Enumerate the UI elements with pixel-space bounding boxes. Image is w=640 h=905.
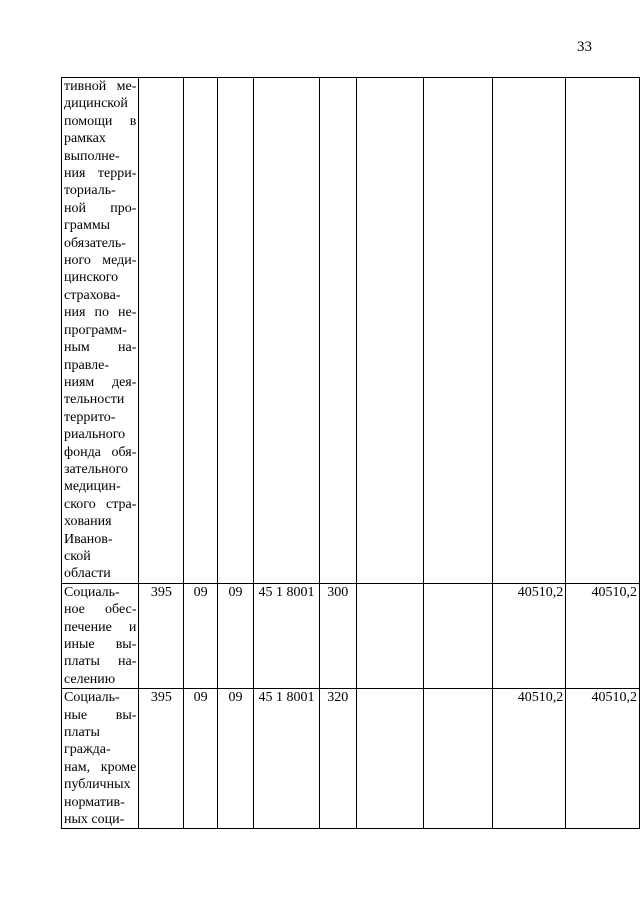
cell-code (139, 78, 184, 584)
cell-name (62, 689, 139, 829)
name-line: иные вы- (64, 637, 137, 652)
name-line: нам, кроме (64, 759, 137, 775)
page-number: 33 (577, 39, 592, 55)
name-line: ториаль- (64, 183, 116, 199)
name-line: ния по не- (64, 305, 137, 321)
name-line: ные вы- (64, 707, 137, 723)
name-line: области (64, 566, 111, 582)
name-line: хования (64, 514, 112, 530)
name-line: обязатель- (64, 235, 126, 251)
name-line: норматив- (64, 794, 125, 810)
name-line: помощи в (64, 113, 137, 129)
name-line: риального (64, 427, 126, 443)
name-line: программ- (64, 322, 127, 338)
name-line: гражда- (64, 742, 111, 758)
cell-name (62, 78, 139, 584)
cell-code: 395 (139, 583, 184, 688)
name-line: селению (64, 671, 116, 687)
cell-empty (356, 78, 424, 584)
name-line: ниям дея- (64, 374, 137, 390)
cell-amount-1: 40510,2 (492, 583, 566, 688)
table-row (62, 689, 640, 829)
name-line: правле- (64, 357, 109, 373)
name-line: ных соци- (64, 812, 125, 828)
name-line: платы на- (64, 654, 137, 670)
name-line: террито- (64, 409, 116, 425)
cell-empty (424, 583, 492, 688)
name-line: медицин- (64, 479, 121, 495)
cell-target-article: 45 1 8001 (254, 689, 320, 829)
name-line: ной про- (64, 200, 137, 216)
cell-subsection (217, 78, 253, 584)
cell-empty (356, 583, 424, 688)
name-line: тельности (64, 392, 125, 408)
table-row (62, 78, 640, 584)
cell-section (184, 78, 218, 584)
name-line: ное обес- (64, 602, 137, 618)
name-line: ского стра- (64, 496, 137, 512)
cell-target-article (254, 78, 320, 584)
name-line: ния терри- (64, 166, 137, 182)
name-line: платы (64, 725, 100, 741)
cell-empty (424, 689, 492, 829)
name-line: Социаль- (64, 584, 120, 600)
cell-amount-2: 40510,2 (566, 583, 640, 688)
name-line: Социаль- (64, 690, 120, 706)
cell-name (62, 583, 139, 688)
cell-amount-1 (492, 78, 566, 584)
cell-expense-type (319, 78, 356, 584)
cell-section: 09 (184, 583, 218, 688)
name-line: выполне- (64, 148, 120, 164)
cell-amount-2 (566, 78, 640, 584)
name-line: фонда обя- (64, 444, 137, 460)
name-line: печение и (64, 619, 137, 635)
table-row (62, 583, 640, 688)
name-line: граммы (64, 218, 111, 234)
name-line: тивной ме- (64, 79, 137, 94)
name-line: дицинской (64, 96, 128, 112)
name-line: ской (64, 548, 91, 564)
cell-code: 395 (139, 689, 184, 829)
cell-amount-1: 40510,2 (492, 689, 566, 829)
cell-section: 09 (184, 689, 218, 829)
cell-expense-type: 320 (319, 689, 356, 829)
cell-subsection: 09 (217, 689, 253, 829)
cell-amount-2: 40510,2 (566, 689, 640, 829)
cell-expense-type: 300 (319, 583, 356, 688)
name-line: ного меди- (64, 253, 137, 269)
cell-empty (424, 78, 492, 584)
name-line: ным на- (64, 340, 137, 356)
cell-subsection: 09 (217, 583, 253, 688)
name-line: публичных (64, 777, 131, 793)
budget-table (61, 77, 640, 829)
cell-target-article: 45 1 8001 (254, 583, 320, 688)
name-line: цинского (64, 270, 119, 286)
name-line: зательного (64, 461, 128, 477)
name-line: Иванов- (64, 531, 113, 547)
name-line: страхова- (64, 287, 121, 303)
name-line: рамках (64, 131, 106, 147)
cell-empty (356, 689, 424, 829)
